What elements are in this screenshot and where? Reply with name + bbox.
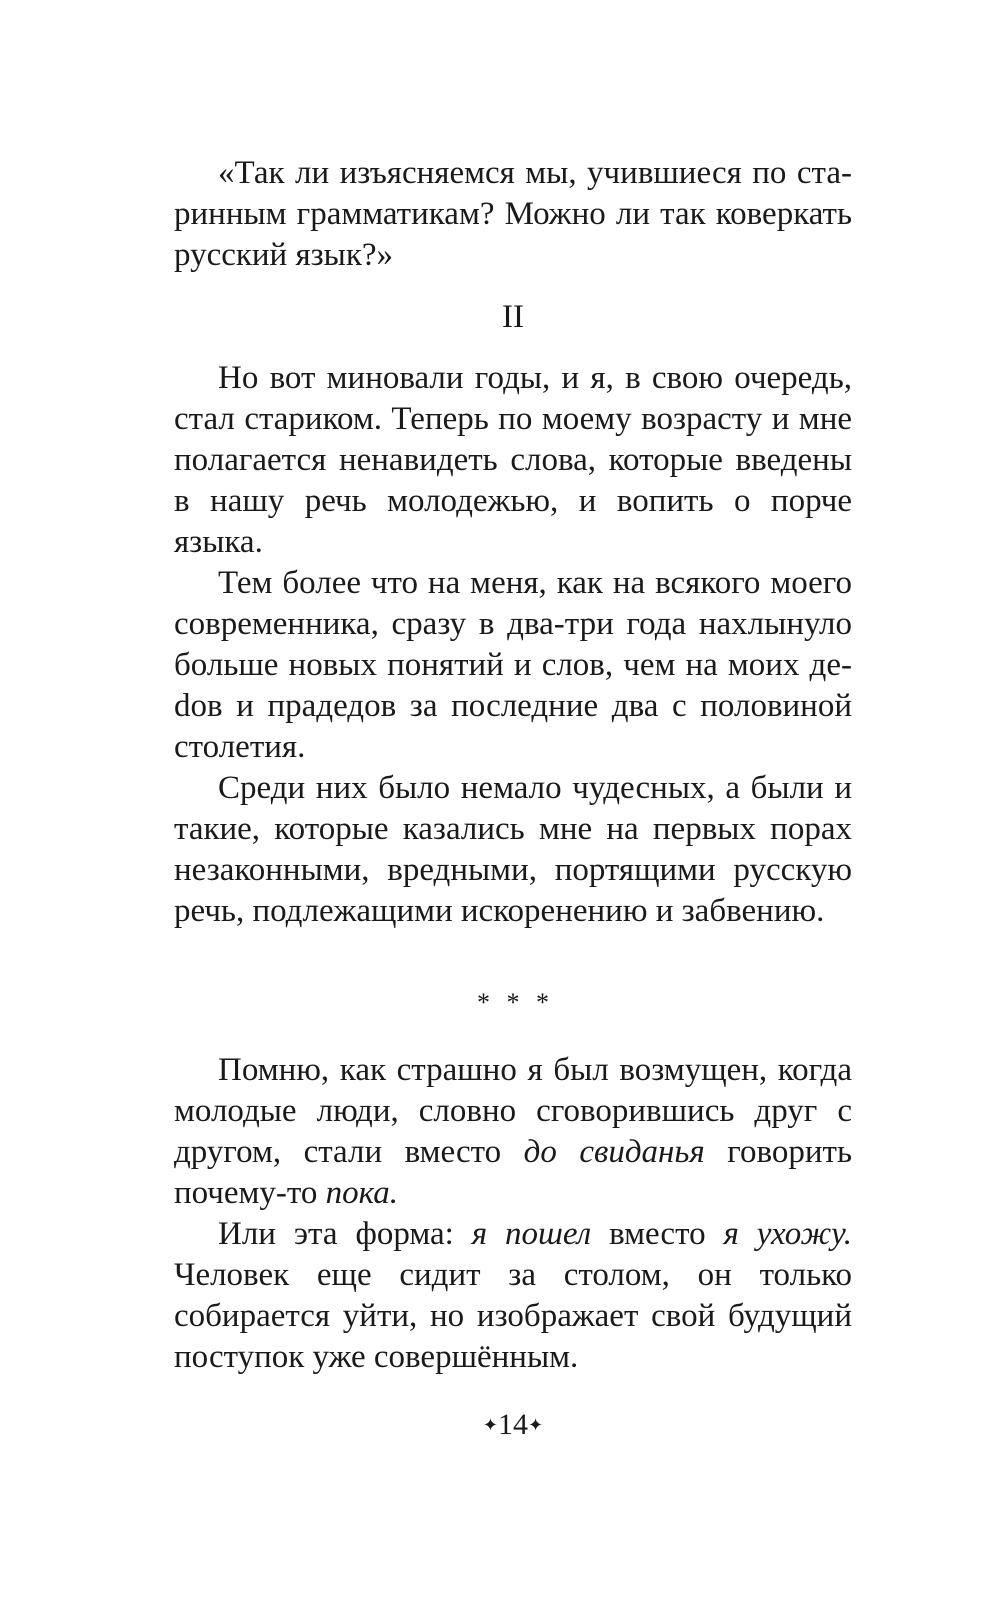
quote-paragraph: «Так ли изъясняемся мы, учившиеся по старинным грамматикам? Можно ли так коверкать русский язык?» bbox=[174, 155, 852, 273]
paragraph-poka bbox=[174, 1050, 852, 1214]
section-heading: II bbox=[502, 299, 524, 335]
paragraph-among-them: Среди них было немало чудесных, а были и такие, которые казались мне на первых порах незаконными, вредными, портящими русскую речь, подлежащими искоренению и забвению. bbox=[174, 770, 852, 929]
text-run: Человек еще сидит за столом, он только собирается уйти, но изображает свой будущий поступок уже совершённым. bbox=[174, 1257, 852, 1375]
paragraph-new-words: Тем более что на меня, как на всякого моего современника, сразу в два-три года нахлынуло больше новых понятий и слов, чем на моих деdов и прадедов за последние два с половиной столетия. bbox=[174, 565, 852, 765]
text-run: вместо bbox=[591, 1216, 724, 1252]
text-run: Помню, как страшно я был возмущен, когда молодые люди, словно сговорившись друг с другом, стали вместо bbox=[174, 1052, 852, 1170]
italic-phrase: пока. bbox=[325, 1175, 399, 1211]
ornament-left-icon: ✦ bbox=[482, 1415, 498, 1435]
paragraph-years-passed: Но вот миновали годы, и я, в свою очередь, стал стариком. Теперь по моему возрасту и мне полагается ненавидеть слова, которые введены в нашу речь молодежью, и вопить о порче языка. bbox=[174, 360, 852, 560]
page-number: 14 bbox=[498, 1408, 528, 1441]
page-number-footer bbox=[174, 1407, 852, 1443]
ornament-right-icon: ✦ bbox=[528, 1415, 544, 1435]
section-two-body bbox=[174, 358, 852, 932]
quote-block bbox=[174, 153, 852, 276]
italic-phrase: я пошел bbox=[471, 1216, 592, 1252]
text-run: Или эта форма: bbox=[218, 1216, 472, 1252]
italic-phrase: я ухожу. bbox=[723, 1216, 852, 1252]
italic-phrase: до свиданья bbox=[523, 1134, 705, 1170]
paragraph-ya-poshel bbox=[174, 1214, 852, 1378]
section-after-separator bbox=[174, 1050, 852, 1378]
text-run: говорить почему-то bbox=[174, 1134, 852, 1211]
asterism-separator: * * * bbox=[477, 988, 549, 1017]
